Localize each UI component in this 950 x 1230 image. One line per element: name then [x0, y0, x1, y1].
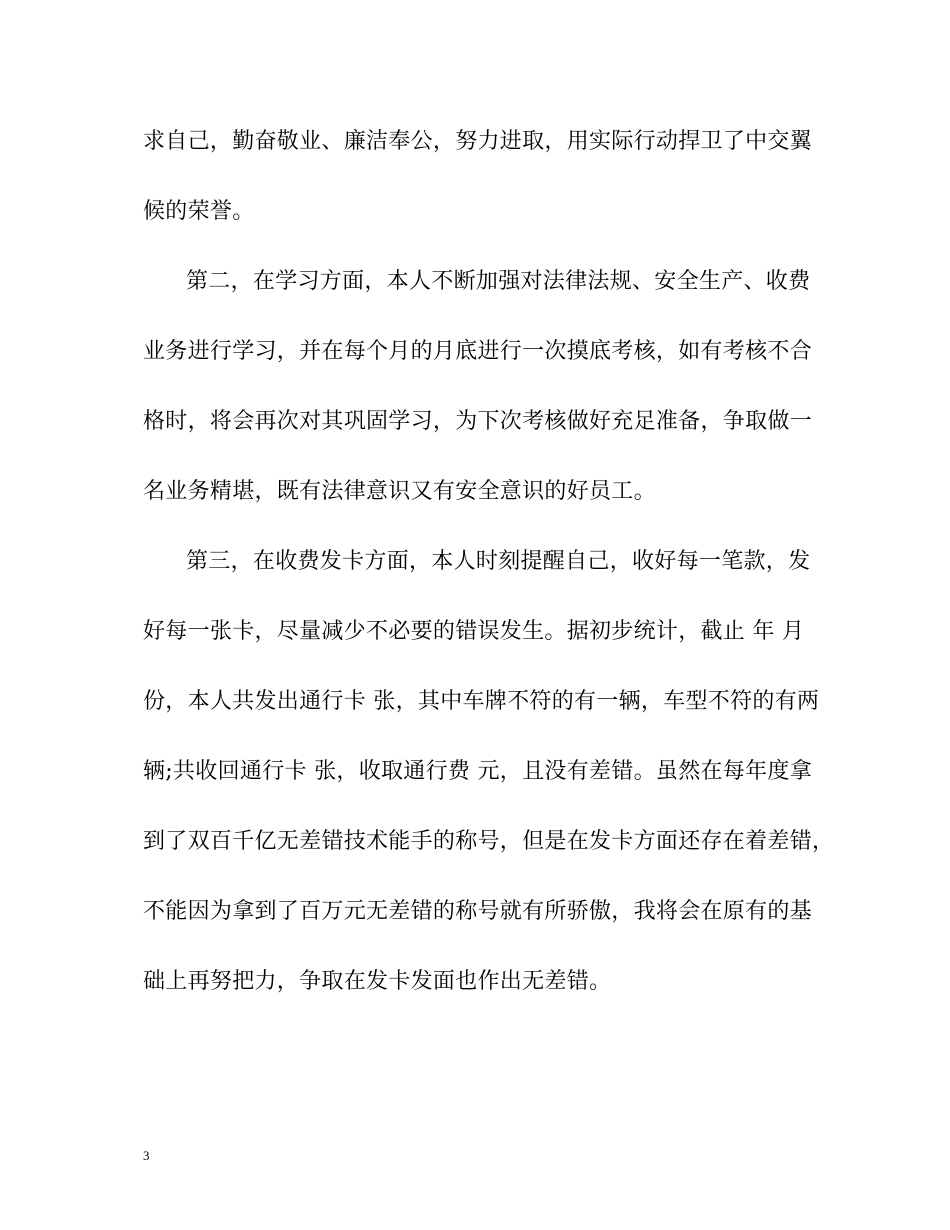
text-line-1: 求自己，勤奋敬业、廉洁奉公，努力进取，用实际行动捍卫了中交翼 [143, 129, 813, 154]
paragraph-3-first-line: 第三，在收费发卡方面，本人时刻提醒自己，收好每一笔款，发 [186, 549, 811, 574]
text-line-5: 格时，将会再次对其巩固学习，为下次考核做好充足准备，争取做一 [143, 409, 813, 434]
page-number: 3 [143, 1148, 150, 1163]
text-line-13: 础上再努把力，争取在发卡发面也作出无差错。 [143, 969, 612, 994]
text-line-9: 份，本人共发出通行卡 张，其中车牌不符的有一辆，车型不符的有两 [143, 689, 820, 714]
text-line-11: 到了双百千亿无差错技术能手的称号，但是在发卡方面还存在着差错， [143, 829, 835, 854]
text-line-6: 名业务精堪，既有法律意识又有安全意识的好员工。 [143, 479, 656, 504]
text-line-12: 不能因为拿到了百万元无差错的称号就有所骄傲，我将会在原有的基 [143, 899, 813, 924]
text-line-10: 辆;共收回通行卡 张，收取通行费 元，且没有差错。虽然在每年度拿 [143, 759, 813, 784]
text-line-4: 业务进行学习，并在每个月的月底进行一次摸底考核，如有考核不合 [143, 339, 813, 364]
text-line-2: 候的荣誉。 [143, 199, 255, 224]
text-line-8: 好每一张卡，尽量减少不必要的错误发生。据初步统计，截止 年 月 [143, 619, 805, 644]
paragraph-2-first-line: 第二，在学习方面，本人不断加强对法律法规、安全生产、收费 [186, 269, 811, 294]
